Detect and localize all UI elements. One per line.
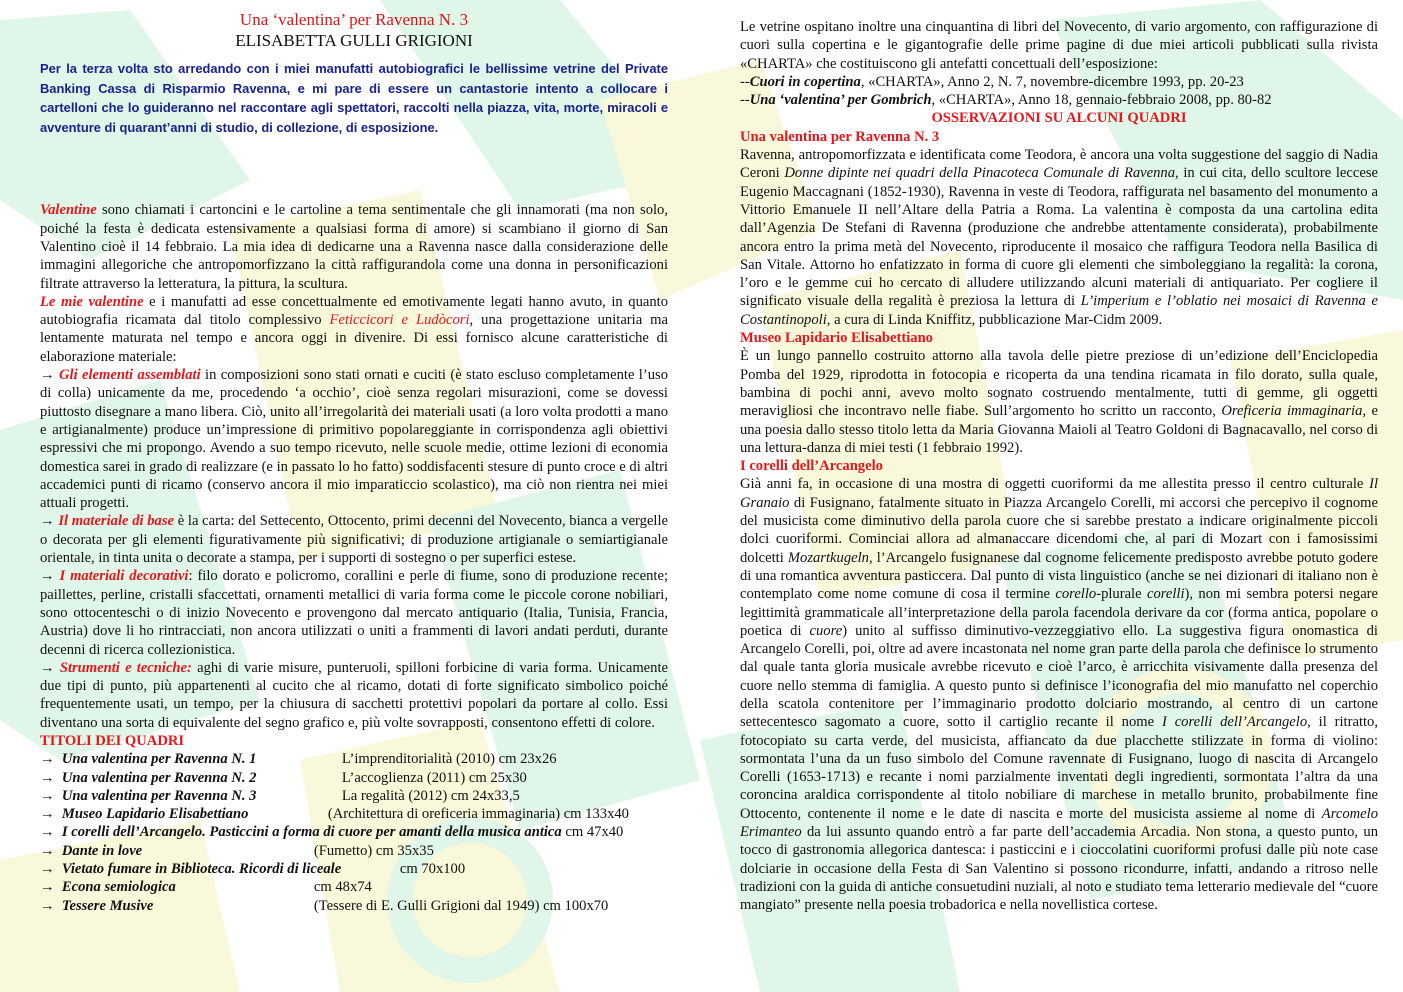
arrow-icon: → [40, 842, 55, 859]
list-item: → I corelli dell’Arcangelo. Pasticcini a forma di cuore per amanti della musica antica cm 47x40 [40, 824, 624, 841]
section-text: È un lungo pannello costruito attorno alla tavola delle pietre preziose di un’edizione dell’Enciclopedia Pomba del 1929, riprodotta in fotocopia e ricoperta da una tendina ricamata in filo dorato, sulla quale, bambina di pochi anni, avevo molto sognato costruendo mentalmente, tutti di gemme, gli oggetti meravigliosi che incontravo nelle fiabe. Sull’argomento ho scritto un racconto, Oreficeria immaginaria, e una poesia dallo stesso titolo letta da Maria Giovanna Maioli al Teatro Goldoni di Bagnacavallo, nel corso di una lettura-danza di miei testi (1 febbraio 1992). [740, 348, 1378, 456]
lead-term: Le mie valentine [40, 293, 144, 310]
lead-term: Strumenti e tecniche: [59, 659, 192, 676]
arrow-icon: → [40, 879, 55, 896]
section-text: Già anni fa, in occasione di una mostra di oggetti cuoriformi da me allestita presso il centro culturale Il Granaio di Fusignano, fatalmente situato in Piazza Arcangelo Corelli, mi accorsi che percepivo il cognome del musicista come diminutivo della parola cuore che si sarebbe prestato a indicare originalmente piccoli dolci cuoriformi. Cominciai allora ad almanaccare dicendomi che, al pari di Mozart con i famosissimi dolcetti Mozartkugeln, l’Arcangelo fusignanese dal cognome felicemente predisposto avrebbe potuto godere di una romantica avventura pasticcera. Dal punto di vista linguistico (anche se nei dizionari di italiano non è contemplato come nome comune di cosa il termine corello-plurale corelli), non mi sembra potersi negare legittimità grammaticale all’interpretazione della parola facendola derivare da cor (forma antica, popolare o poetica di cuore) unito al suffisso diminutivo-vezzeggiativo ello. La suggestiva figura onomastica di Arcangelo Corelli, poi, oltre ad avere incastonata nel nome gran parte della parola che definisce lo strumento dal quale tanta gloria musicale avrebbe ricevuto e cioè l’arco, è arricchita visivamente dalla presenza del cuore nello stemma di famiglia. A questo punto si definisce l’iconografia del mio manufatto nel coperchio della scatola contenitore per l’immaginario prodotto dolciario mostrando, al centro di un cartone settecentesco sagomato a cuore, sotto il cartiglio recante il nome I corelli dell’Arcangelo, il ritratto, fotocopiato su carta verde, del musicista, affiancato da due placchette stilizzate in forma di violino: sormontata l’una da un fuso simbolo del Comune ravennate di Fusignano, luogo di nascita di Arcangelo Corelli (1653-1713) e recante i nomi parzialmente inventati degli ingredienti, sormontata l’altra da una coroncina araldica corrispondente al titolo nobiliare di marchese in metallo brunito, probabilmente fine Ottocento, contenente il nome e le date di nascita e morte del musicista assieme al nome di Arcomelo Erimanteo da lui assunto quando entrò a far parte dell’accademia Arcadia. Non stona, a questo punto, un tocco di gastronomia allegorica dantesca: i pasticcini e i cioccolatini cuoriformi profusi dalle più note case dolciarie in occasione della Festa di San Valentino si possono ricondurre, infatti, andando a ritroso nelle tradizioni con la guida di antiche consuetudini nuziali, al noto e studiato tema letterario medievale del “cuore mangiato” presente nella poesia trobadorica e nella novellistica cortese. [740, 476, 1379, 914]
lead-term: Valentine [40, 202, 97, 219]
paragraph-mie-valentine: Le mie valentine e i manufatti ad esse concettualmente ed emotivamente legati hanno avuto, in quanto autobiografia ricamata dal titolo complessivo Feticcicori e Ludòcori, una progettazione unitaria ma lentamente maturata nel tempo e ancora oggi in divenire. Di essi fornisco alcune caratteristiche di elaborazione materiale: [40, 293, 668, 365]
arrow-icon: → [40, 568, 55, 585]
lead-term: I materiali decorativi [59, 568, 189, 585]
arrow-icon: → [40, 806, 55, 823]
list-item: → Econa semiologica cm 48x74 [40, 879, 372, 896]
list-item: → Dante in love (Fumetto) cm 35x35 [40, 842, 434, 859]
arrow-icon: → [40, 861, 55, 878]
paragraph-materiali-decorativi: → I materiali decorativi: filo dorato e policromo, corallini e perle di fiume, sono di produzione recente; paillettes, perline, cristalli sfaccettati, ornamenti metallici di varia forma come le piccole corone nobiliari, sono ottocenteschi o di inizio Novecento e provengono dal mercato antiquario (Italia, Tunisia, Francia, Austria) dove li ho rintracciati, non ancora utilizzati o uniti a frammenti di lavori andati perduti, durante decenni di ricerca collezionistica. [40, 568, 668, 658]
document-title: Una ‘valentina’ per Ravenna N. 3 [239, 10, 469, 29]
right-column [740, 18, 1378, 915]
paragraph-valentine: Valentine sono chiamati i cartoncini e le cartoline a tema sentimentale che gli innamorati (ma non solo, poiché la festa è dedicata estensivamente a qualsiasi forma di amore) si scambiano il giorno di San Valentino cioè il 14 febbraio. La mia idea di dedicarne una a Ravenna nasce dalla considerazione delle immagini allegoriche che antropomorfizzano la città raffigurandola come una donna in personificazioni filtrate attraverso la letteratura, la pittura, la scultura. [40, 202, 668, 292]
paragraph-elementi: → Gli elementi assemblati in composizioni sono stati ornati e cuciti (è stato escluso completamente l’uso di colla) unicamente da me, procedendo ‘a occhio’, cioè senza regolari misurazioni, come se dovessi piuttosto disegnare a mano libera. Ciò, unito all’irregolarità dei materiali usati (a loro volta prodotti a mano e artigianalmente) produce un’impressione di primitivo popolareggiante in corrispondenza agli obiettivi espressivi che mi propongo. Avendo a suo tempo ricevuto, nelle scuole medie, ottime lezioni di economia domestica sarei in grado di realizzare (e in passato lo ho fatto) soddisfacenti stesure di punto croce e di altri accademici punti di ricamo (conservo ancora il mio imparaticcio scolastico), ma ciò non rientra nei miei attuali progetti. [40, 367, 668, 512]
list-item: → Vietato fumare in Biblioteca. Ricordi di liceale cm 70x100 [40, 861, 466, 878]
intro-paragraph: Per la terza volta sto arredando con i miei manufatti autobiografici le bellissime vetrine del Private Banking Cassa di Risparmio Ravenna, e mi pare di essere un cantastorie intento a collocare i cartelloni che lo guideranno nel raccontare agli spettatori, raccolti nella piazza, vita, morte, miracoli e avventure di quarant’anni di studio, di collezione, di esposizione. [40, 61, 668, 135]
section-heading: Museo Lapidario Elisabettiano [740, 330, 933, 347]
list-item: → Una valentina per Ravenna N. 1 L’imprenditorialità (2010) cm 23x26 [40, 751, 557, 768]
arrow-icon: → [40, 513, 55, 530]
list-item: → Una valentina per Ravenna N. 2 L’accoglienza (2011) cm 25x30 [40, 769, 527, 786]
arrow-icon: → [40, 751, 55, 768]
arrow-icon: → [40, 659, 55, 676]
list-item: → Tessere Musive (Tessere di E. Gulli Grigioni dal 1949) cm 100x70 [40, 897, 609, 914]
arrow-icon: → [40, 769, 55, 786]
section-heading: Una valentina per Ravenna N. 3 [740, 128, 940, 145]
section-text: Ravenna, antropomorfizzata e identificata come Teodora, è ancora una volta suggestione del saggio di Nadia Ceroni Donne dipinte nei quadri della Pinacoteca Comunale di Ravenna, in cui cita, dello scultore leccese Eugenio Maccagnani (1852-1930), Ravenna in veste di Teodora, raffigurata nel basamento del monumento a Vittorio Emanuele II nell’Altare della Patria a Roma. La valentina è composta da una cartolina edita dall’Agenzia De Stefani di Ravenna (produzione che andrebbe attentamente considerata), probabilmente ancora entro la prima metà del Novecento, riproducente il mosaico che raffigura Teodora nella Basilica di San Vitale. Attorno ho enfatizzato in forma di cuore gli elementi che simboleggiano la regalità: la corona, l’oro e le gemme cui ho cercato di alludere utilizzando alcuni materiali di antiquariato. Per cogliere il significato visuale della regalità è preziosa la lettura di L’imperium e l’oblatio nei mosaici di Ravenna e Costantinopoli, a cura di Linda Kniffitz, pubblicazione Mar-Cidm 2009. [740, 147, 1378, 328]
list-item: → Una valentina per Ravenna N. 3 La regalità (2012) cm 24x33,5 [40, 787, 520, 804]
titles-heading: TITOLI DEI QUADRI [40, 732, 185, 749]
left-column [40, 0, 668, 915]
observations-heading: OSSERVAZIONI SU ALCUNI QUADRI [931, 110, 1187, 127]
reference-1: --Cuori in copertina, «CHARTA», Anno 2, N. 7, novembre-dicembre 1993, pp. 20-23 [740, 73, 1244, 90]
collection-title: Feticcicori e Ludòcori [329, 312, 470, 329]
arrow-icon: → [40, 824, 55, 841]
reference-2: --Una ‘valentina’ per Gombrich, «CHARTA», Anno 18, gennaio-febbraio 2008, pp. 80-82 [740, 92, 1272, 109]
paragraph-materiale-base: → Il materiale di base è la carta: del Settecento, Ottocento, primi decenni del Novecento, bianca a vergelle o decorata per gli elementi figurativamente più significativi; di produzione artigianale o semiartigianale orientale, in tinta unita o decorate a stampa, per i supporti di sostegno o per superfici estese. [40, 513, 669, 567]
arrow-icon: → [40, 367, 55, 384]
paragraph-strumenti: → Strumenti e tecniche: aghi di varie misure, punteruoli, spilloni forbicine di varia forma. Unicamente due tipi di punto, più appartenenti al cucito che al ricamo, dotati di forte significato simbolico poiché frequentemente usati, un tempo, per la chiusura di sacchetti protettivi popolari da portare al collo. Essi diventano una sorta di equivalente del segno grafico e, più volte sovrapposti, consentono effetti di colore. [40, 659, 668, 731]
document-author: ELISABETTA GULLI GRIGIONI [235, 31, 473, 50]
lead-term: Il materiale di base [58, 513, 175, 530]
arrow-icon: → [40, 787, 55, 804]
section-heading: I corelli dell’Arcangelo [740, 458, 883, 475]
titles-list [40, 750, 668, 915]
list-item: → Museo Lapidario Elisabettiano (Architettura di oreficeria immaginaria) cm 133x40 [40, 806, 629, 823]
paragraph-vetrine: Le vetrine ospitano inoltre una cinquantina di libri del Novecento, di vario argomento, con raffigurazione di cuori sulla copertina e le gigantografie delle prime pagine di due miei articoli pubblicati sulla rivista «CHARTA» che costituiscono gli antefatti concettuali dell’esposizione: [740, 19, 1378, 72]
arrow-icon: → [40, 897, 55, 914]
lead-term: Gli elementi assemblati [58, 367, 201, 384]
